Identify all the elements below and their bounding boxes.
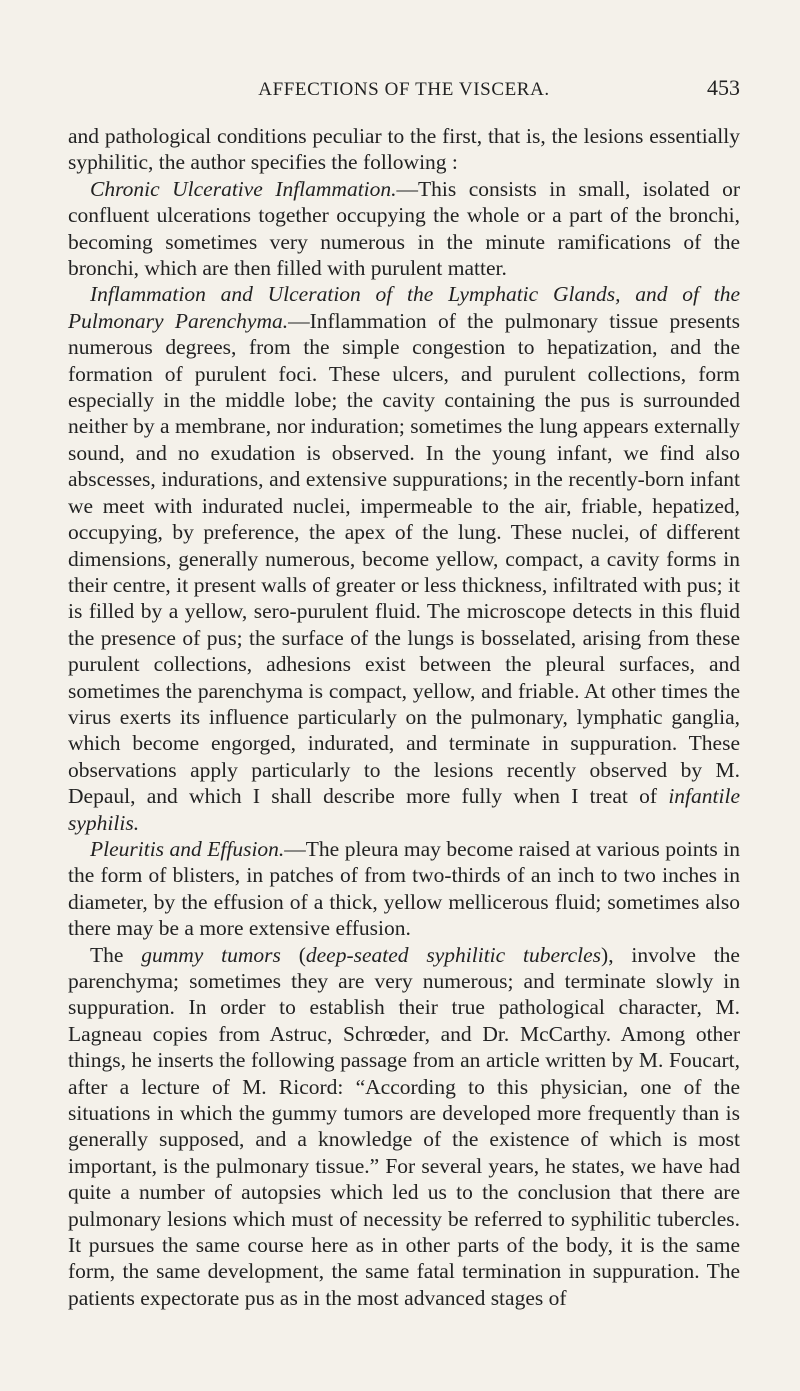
body-text: [68, 123, 740, 1311]
section-heading: Pleuritis and Effusion.: [90, 836, 285, 861]
paragraph-text: —The pleura may become raised at various points in the form of blisters, in patches of from two-thirds of an inch to two inches in diameter, by the effusion of a thick, yellow mellicerous fluid; sometimes also there may be a more extensive effusion.: [68, 836, 740, 941]
paragraph-text: —Inflammation of the pulmonary tissue presents numerous degrees, from the simple congestion to hepatization, and the formation of purulent foci. These ulcers, and purulent collections, form especially in the middle lobe; the cavity containing the pus is surrounded neither by a membrane, nor induration; sometimes the lung appears externally sound, and no exudation is observed. In the young infant, we find also abscesses, indurations, and extensive suppurations; in the recently-born infant we meet with indurated nuclei, impermeable to the air, friable, hepatized, occupying, by preference, the apex of the lung. These nuclei, of different dimensions, generally numerous, become yellow, compact, a cavity forms in their centre, it present walls of greater or less thickness, infiltrated with pus; it is filled by a yellow, sero-purulent fluid. The microscope detects in this fluid the presence of pus; the surface of the lungs is bosselated, arising from these purulent collections, adhesions exist between the pleural surfaces, and sometimes the parenchyma is compact, yellow, and friable. At other times the virus exerts its influence particularly on the pulmonary, lymphatic ganglia, which become engorged, indurated, and terminate in suppuration. These observations apply particularly to the lesions recently observed by M. Depaul, and which I shall describe more fully when I treat of: [68, 308, 740, 809]
paragraph: [68, 176, 740, 282]
paragraph-text: and pathological conditions peculiar to the first, that is, the lesions essentially syphilitic, the author specifies the following :: [68, 124, 740, 175]
paragraph-text: (: [280, 942, 306, 967]
paragraph: [68, 836, 740, 942]
paragraph: [68, 281, 740, 836]
section-heading: Inflammation and Ulceration of the Lymphatic Glands, and of the Pulmonary Parenchyma.: [68, 282, 740, 333]
italic-term: infantile syphilis.: [68, 784, 740, 835]
italic-term: gummy tumors: [141, 942, 281, 967]
paragraph: [68, 942, 740, 1312]
section-heading: Chronic Ulcerative Inflammation.: [90, 176, 397, 201]
paragraph: [68, 123, 740, 176]
page-header: [68, 0, 740, 100]
paragraph-text: —This consists in small, isolated or confluent ulcerations together occupying the whole or a part of the bronchi, becoming sometimes very numerous in the minute ramifications of the bronchi, which are then filled with purulent matter.: [68, 176, 740, 281]
paragraph-text: ), involve the parenchyma; sometimes they are very numerous; and terminate slowly in suppuration. In order to establish their true pathological character, M. Lagneau copies from Astruc, Schrœder, and Dr. McCarthy. Among other things, he inserts the following passage from an article written by M. Foucart, after a lecture of M. Ricord: “According to this physician, one of the situations in which the gummy tumors are developed more frequently than is generally supposed, and a knowledge of the existence of which is most important, is the pulmonary tissue.” For several years, he states, we have had quite a number of autopsies which led us to the conclusion that there are pulmonary lesions which must of necessity be referred to syphilitic tubercles. It pursues the same course here as in other parts of the body, it is the same form, the same development, the same fatal termination in suppuration. The patients expectorate pus as in the most advanced stages of: [68, 942, 740, 1310]
paragraph-text: The: [90, 942, 142, 967]
running-head: AFFECTIONS OF THE VISCERA.: [258, 79, 550, 100]
page-number: 453: [707, 75, 740, 100]
italic-term: deep-seated syphilitic tubercles: [305, 942, 602, 967]
